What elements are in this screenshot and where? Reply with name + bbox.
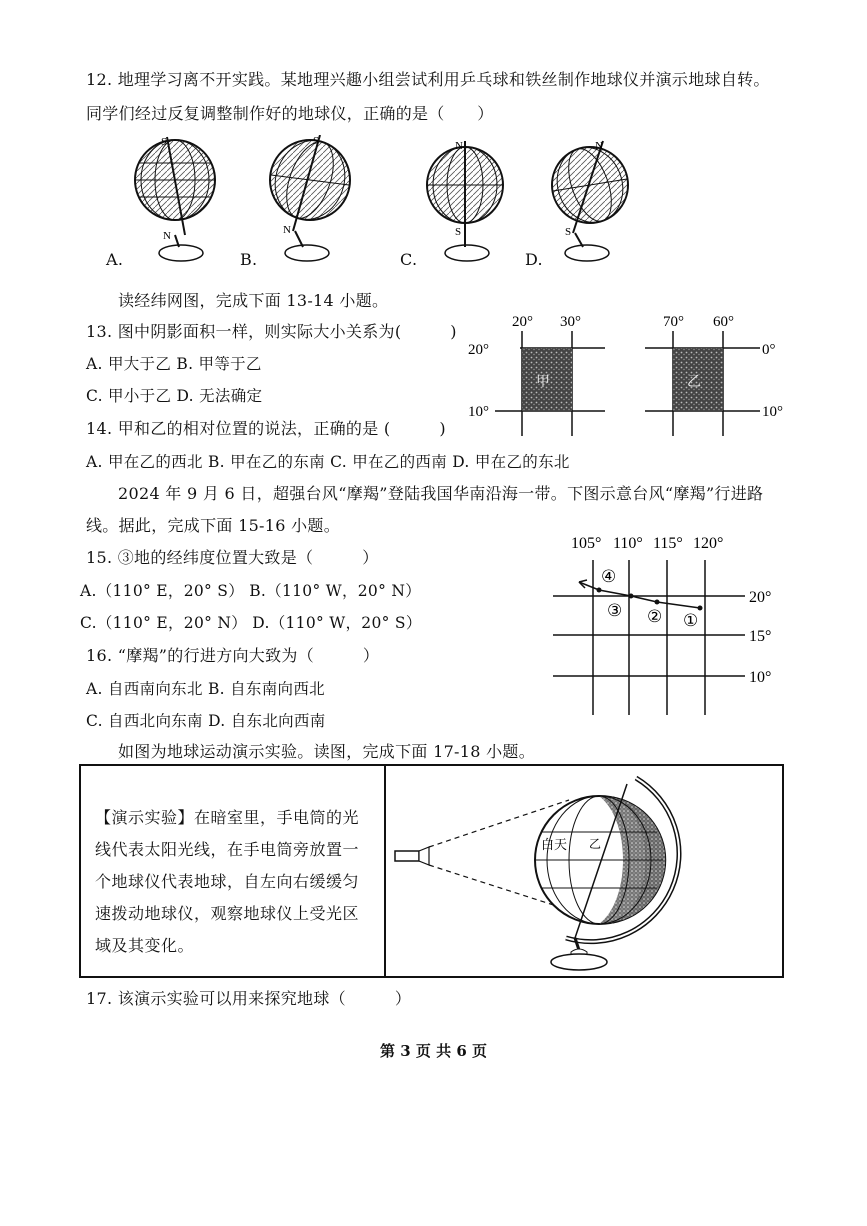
map-lon-105: 105° bbox=[571, 535, 602, 552]
intro-15-16-line2: 线。据此，完成下面 15-16 小题。 bbox=[86, 516, 340, 535]
map-lat-15: 15° bbox=[749, 628, 772, 645]
globe-a-top-pole: S bbox=[161, 136, 168, 148]
typhoon-track-map bbox=[545, 530, 795, 720]
flashlight bbox=[395, 851, 419, 861]
latlon-grids-figure bbox=[460, 306, 790, 440]
q14-stem: 14. 甲和乙的相对位置的说法，正确的是 ( ) bbox=[86, 419, 446, 438]
track-point-2 bbox=[655, 600, 660, 605]
q12-globes-figure bbox=[95, 135, 655, 275]
q12-option-c-label: C. bbox=[400, 250, 418, 269]
q17-stem: 17. 该演示实验可以用来探究地球（ ） bbox=[86, 989, 412, 1008]
grid-yi-lat-bottom: 10° bbox=[762, 404, 783, 420]
map-lon-110: 110° bbox=[613, 535, 643, 552]
track-point-3-dot bbox=[629, 594, 634, 599]
label-daytime: 白天 bbox=[541, 837, 568, 852]
intro-13-14: 读经纬网图，完成下面 13-14 小题。 bbox=[118, 291, 389, 310]
map-lon-115: 115° bbox=[653, 535, 683, 552]
globe-a bbox=[135, 136, 215, 261]
globe-b bbox=[264, 135, 355, 261]
q15-stem: 15. ③地的经纬度位置大致是（ ） bbox=[86, 548, 379, 567]
map-lat-10: 10° bbox=[749, 669, 772, 686]
grid-yi-lat-top: 0° bbox=[762, 342, 776, 358]
grid-jia-lon-left: 20° bbox=[512, 314, 533, 330]
q12-option-a-label: A. bbox=[106, 250, 124, 269]
q16-stem: 16. “摩羯”的行进方向大致为（ ） bbox=[86, 646, 380, 665]
globe-stand-base bbox=[551, 954, 607, 970]
map-lat-20: 20° bbox=[749, 589, 772, 606]
q12-stem-line1: 12. 地理学习离不开实践。某地理兴趣小组尝试利用乒乓球和铁丝制作地球仪并演示地球自转。 bbox=[86, 70, 770, 89]
globe-c-top-pole: N bbox=[455, 140, 463, 152]
q13-options-ab: A. 甲大于乙 B. 甲等于乙 bbox=[86, 355, 262, 373]
grid-yi bbox=[645, 314, 783, 436]
q15-options-ab: A.（110° E，20° S） B.（110° W，20° N） bbox=[80, 582, 422, 600]
grid-jia-lon-right: 30° bbox=[560, 314, 581, 330]
region-jia-label: 甲 bbox=[536, 375, 550, 390]
grid-jia-lat-bottom: 10° bbox=[468, 404, 489, 420]
track-label-2: ② bbox=[647, 607, 663, 626]
experiment-globe-figure bbox=[391, 770, 781, 974]
q15-options-cd: C.（110° E，20° N） D.（110° W，20° S） bbox=[80, 614, 422, 632]
globe-d-top-pole: N bbox=[595, 140, 603, 152]
globe-c-bottom-pole: S bbox=[455, 226, 462, 238]
q12-option-d-label: D. bbox=[525, 250, 543, 269]
track-point-4-dot bbox=[597, 588, 602, 593]
page-footer: 第 3 页 共 6 页 bbox=[380, 1042, 487, 1060]
grid-jia bbox=[468, 314, 605, 436]
track-label-1: ① bbox=[683, 611, 699, 630]
grid-jia-lat-top: 20° bbox=[468, 342, 489, 358]
q16-options-cd: C. 自西北向东南 D. 自东北向西南 bbox=[86, 712, 326, 730]
q13-stem: 13. 图中阴影面积一样，则实际大小关系为( ) bbox=[86, 322, 457, 341]
track-point-1 bbox=[698, 606, 703, 611]
globe-b-bottom-pole: N bbox=[283, 224, 291, 236]
experiment-description: 【演示实验】在暗室里，手电筒的光线代表太阳光线，在手电筒旁放置一个地球仪代表地球，自左向右缓缓匀速拨动地球仪，观察地球仪上受光区域及其变化。 bbox=[95, 808, 360, 955]
region-yi-label: 乙 bbox=[687, 375, 701, 390]
experiment-divider bbox=[384, 766, 386, 976]
grid-yi-lon-left: 70° bbox=[663, 314, 684, 330]
track-label-4: ④ bbox=[601, 567, 617, 586]
globe-b-top-pole: S bbox=[313, 135, 320, 147]
intro-15-16-line1: 2024 年 9 月 6 日，超强台风“摩羯”登陆我国华南沿海一带。下图示意台风“摩羯”行进路 bbox=[118, 484, 764, 503]
q13-options-cd: C. 甲小于乙 D. 无法确定 bbox=[86, 387, 263, 405]
globe-d-bottom-pole: S bbox=[565, 226, 572, 238]
track-label-3: ③ bbox=[607, 601, 623, 620]
experiment-box bbox=[79, 764, 784, 978]
q12-stem-line2: 同学们经过反复调整制作好的地球仪，正确的是（ ） bbox=[86, 104, 494, 123]
typhoon-track-line bbox=[579, 582, 700, 608]
q16-options-ab: A. 自西南向东北 B. 自东南向西北 bbox=[86, 680, 325, 698]
globe-d bbox=[547, 138, 633, 261]
grid-yi-lon-right: 60° bbox=[713, 314, 734, 330]
q12-option-b-label: B. bbox=[240, 250, 258, 269]
q14-options: A. 甲在乙的西北 B. 甲在乙的东南 C. 甲在乙的西南 D. 甲在乙的东北 bbox=[86, 453, 570, 471]
globe-c bbox=[427, 140, 503, 261]
map-lon-120: 120° bbox=[693, 535, 724, 552]
label-yi: 乙 bbox=[589, 837, 602, 851]
globe-a-bottom-pole: N bbox=[163, 230, 171, 242]
intro-17-18: 如图为地球运动演示实验。读图，完成下面 17-18 小题。 bbox=[118, 742, 535, 761]
